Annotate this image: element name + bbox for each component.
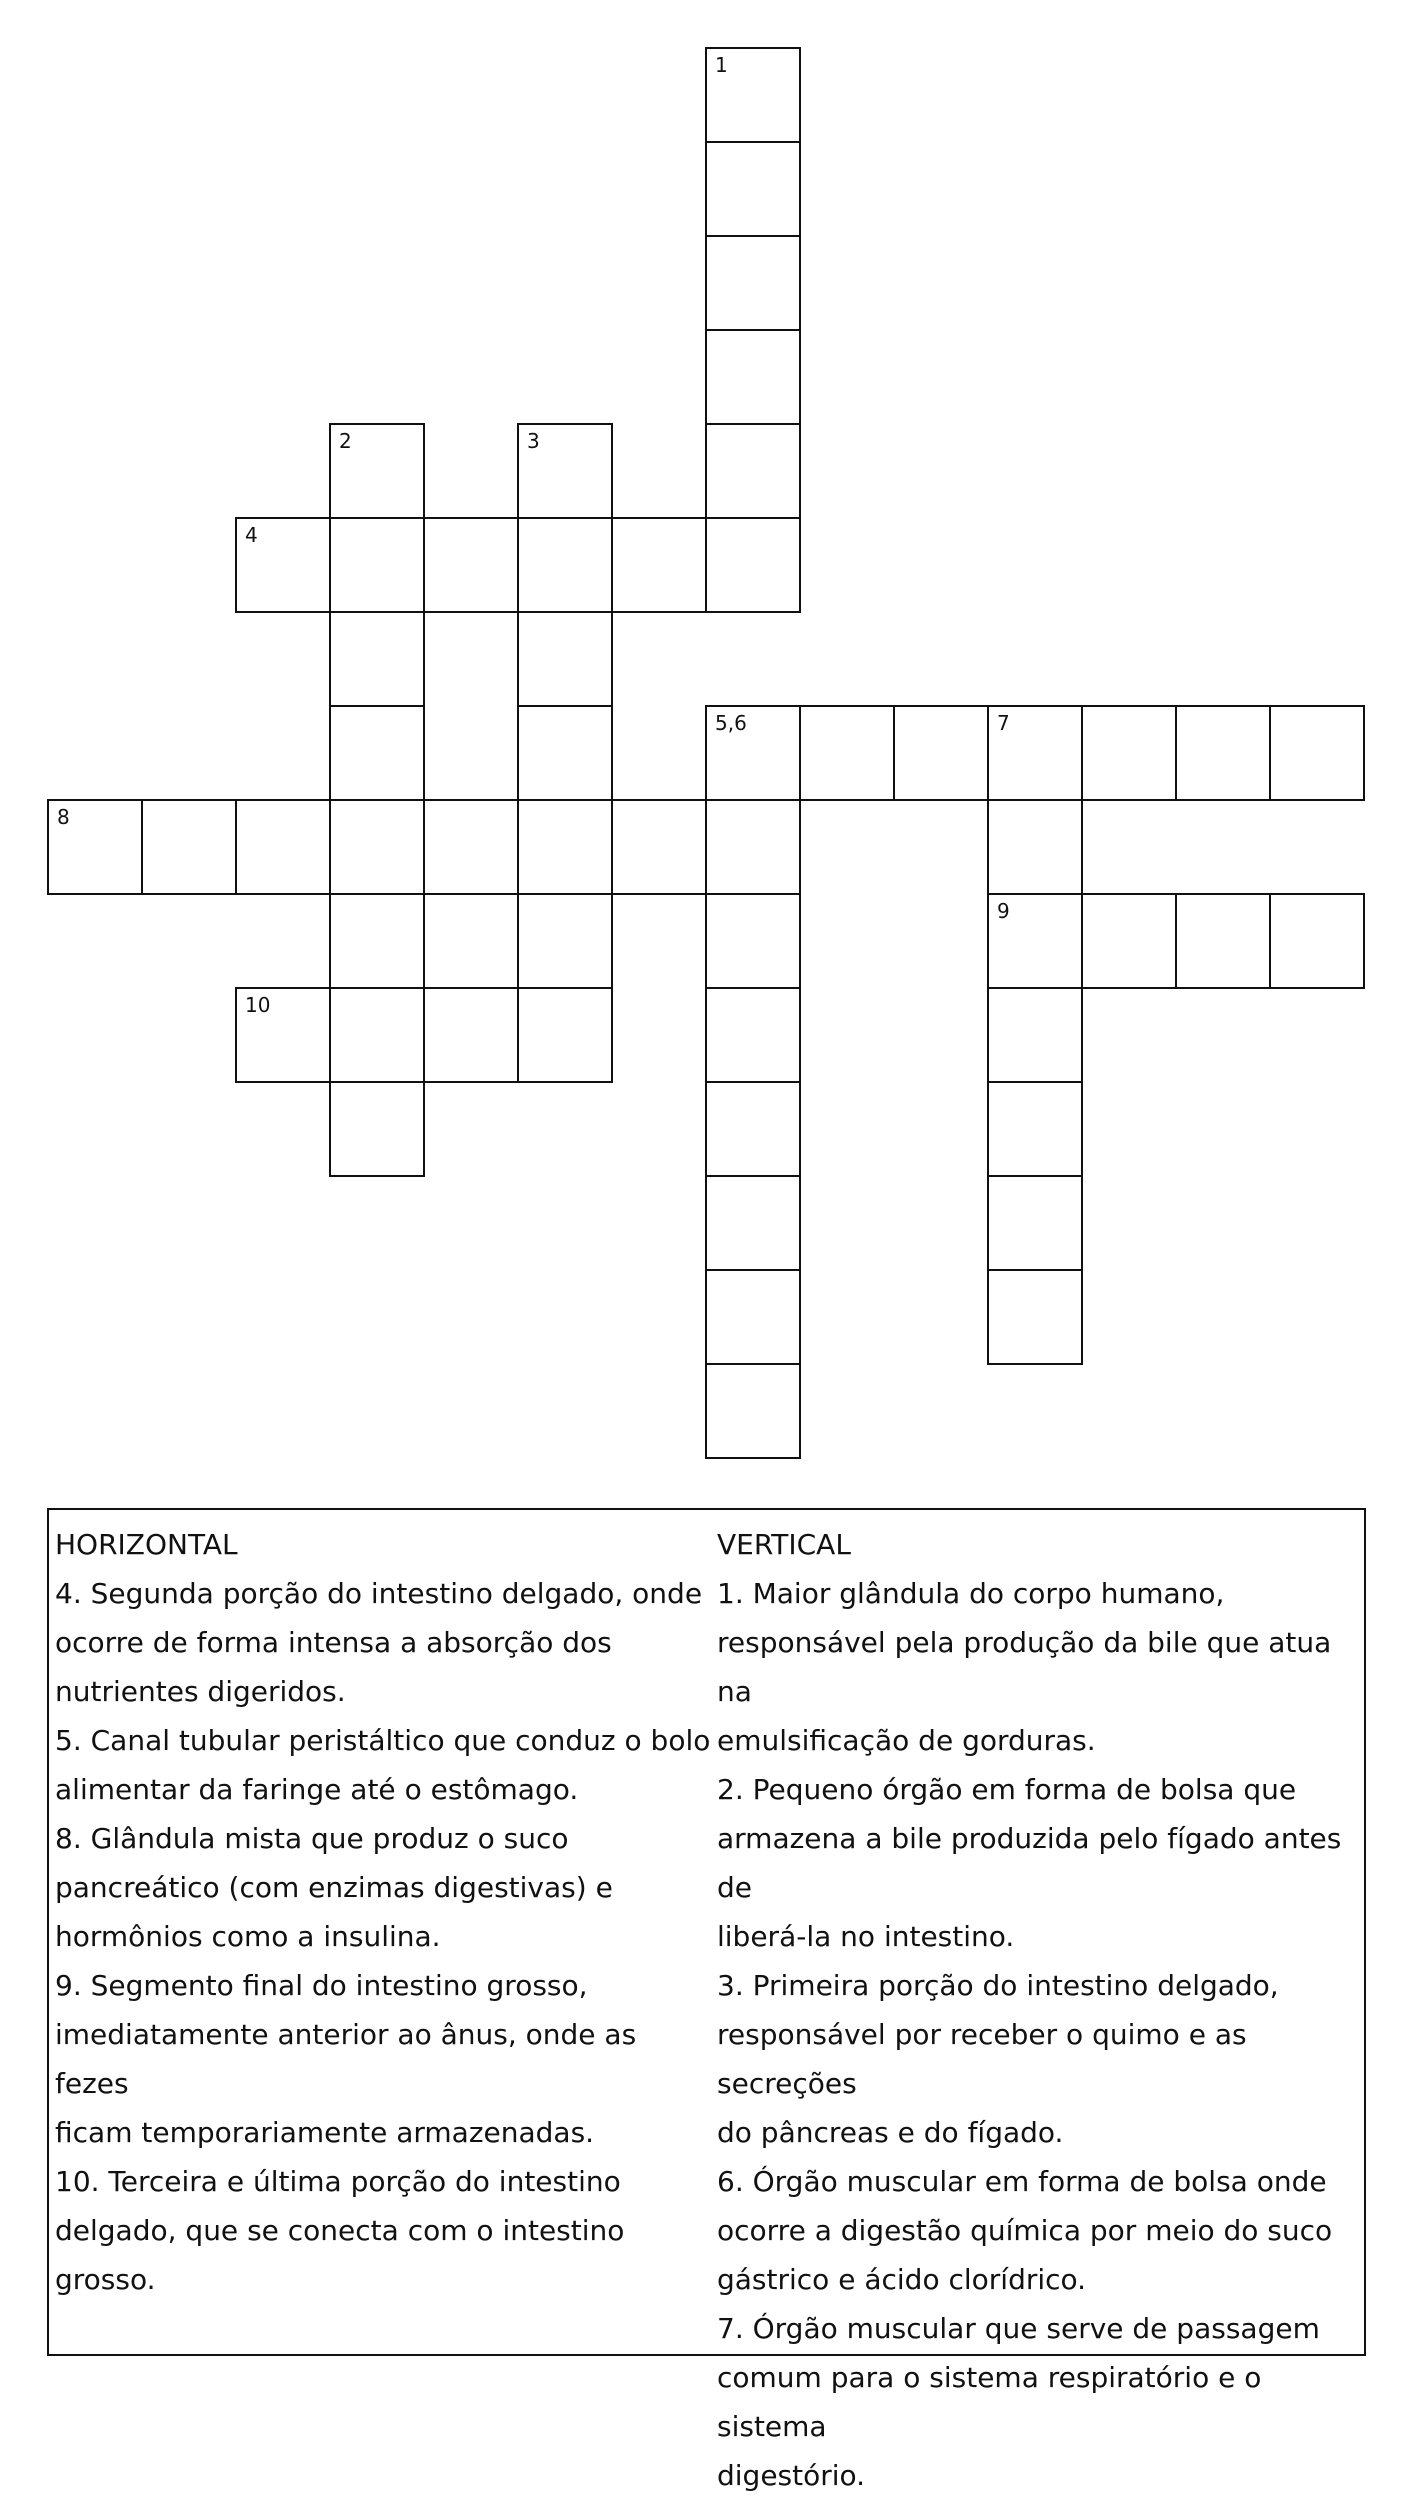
crossword-cell[interactable] [423,987,519,1083]
crossword-cell[interactable] [705,329,801,425]
clue-number: 10 [245,993,271,1017]
horizontal-clues [55,1520,715,2304]
crossword-cell[interactable] [329,987,425,1083]
crossword-cell[interactable] [611,799,707,895]
vertical-clue-line: responsável pela produção da bile que atua na [717,1626,1332,1708]
crossword-cell[interactable] [705,799,801,895]
horizontal-clue-line: 9. Segmento final do intestino grosso, [55,1969,588,2002]
crossword-cell[interactable] [705,517,801,613]
vertical-clue-line: gástrico e ácido clorídrico. [717,2263,1087,2296]
clue-number: 7 [997,711,1010,735]
crossword-cell[interactable] [517,893,613,989]
clues-box [47,1508,1366,2492]
crossword-cell[interactable] [329,799,425,895]
crossword-cell[interactable] [517,611,613,707]
crossword-cell-numbered[interactable] [517,423,613,519]
crossword-cell[interactable] [329,705,425,801]
crossword-cell[interactable] [799,705,895,801]
horizontal-clue-line: delgado, que se conecta com o intestino grosso. [55,2214,625,2296]
crossword-cell-numbered[interactable] [329,423,425,519]
clue-number: 1 [715,53,728,77]
crossword-cell[interactable] [705,1363,801,1459]
crossword-cell[interactable] [517,987,613,1083]
vertical-clue-line: ocorre a digestão química por meio do suco [717,2214,1333,2247]
vertical-title: VERTICAL [717,1528,851,1561]
crossword-cell-numbered[interactable] [235,517,331,613]
crossword-cell-numbered[interactable] [987,893,1083,989]
crossword-cell[interactable] [1081,705,1177,801]
crossword-cell[interactable] [517,705,613,801]
crossword-cell[interactable] [705,141,801,237]
horizontal-clue-line: 8. Glândula mista que produz o suco [55,1822,569,1855]
crossword-cell[interactable] [705,893,801,989]
horizontal-clue-line: 4. Segunda porção do intestino delgado, onde [55,1577,703,1610]
horizontal-clue-line: 5. Canal tubular peristáltico que conduz o bolo [55,1724,711,1757]
crossword-cell[interactable] [893,705,989,801]
crossword-cell-numbered[interactable] [235,987,331,1083]
horizontal-clue-line: ocorre de forma intensa a absorção dos [55,1626,612,1659]
horizontal-clue-line: pancreático (com enzimas digestivas) e [55,1871,613,1904]
crossword-cell[interactable] [1269,893,1365,989]
vertical-clue-line: comum para o sistema respiratório e o sistema [717,2361,1262,2443]
crossword-cell-numbered[interactable] [47,799,143,895]
crossword-cell[interactable] [987,799,1083,895]
crossword-cell[interactable] [329,893,425,989]
crossword-cell-numbered[interactable] [705,705,801,801]
crossword-cell[interactable] [1081,893,1177,989]
crossword-cell[interactable] [705,1081,801,1177]
vertical-clue-line: 7. Órgão muscular que serve de passagem [717,2312,1320,2345]
crossword-cell[interactable] [1175,705,1271,801]
vertical-clue-line: liberá-la no intestino. [717,1920,1015,1953]
crossword-cell[interactable] [987,1081,1083,1177]
clue-number: 8 [57,805,70,829]
crossword-cell-numbered[interactable] [987,705,1083,801]
clue-number: 2 [339,429,352,453]
vertical-clue-line: 1. Maior glândula do corpo humano, [717,1577,1225,1610]
crossword-cell[interactable] [705,987,801,1083]
crossword-cell[interactable] [329,517,425,613]
crossword-cell[interactable] [329,611,425,707]
vertical-clue-line: responsável por receber o quimo e as secreções [717,2018,1247,2100]
crossword-cell[interactable] [705,423,801,519]
crossword-cell[interactable] [423,893,519,989]
vertical-clue-line: 6. Órgão muscular em forma de bolsa onde [717,2165,1327,2198]
vertical-clue-line: do pâncreas e do fígado. [717,2116,1064,2149]
vertical-clues [717,1520,1357,2500]
horizontal-clue-line: nutrientes digeridos. [55,1675,346,1708]
vertical-clue-line: digestório. [717,2459,866,2492]
crossword-cell[interactable] [235,799,331,895]
horizontal-title: HORIZONTAL [55,1528,238,1561]
crossword-cell[interactable] [141,799,237,895]
horizontal-clue-line: imediatamente anterior ao ânus, onde as fezes [55,2018,637,2100]
crossword-cell[interactable] [611,517,707,613]
vertical-clue-line: armazena a bile produzida pelo fígado antes de [717,1822,1342,1904]
crossword-cell[interactable] [705,1175,801,1271]
horizontal-clue-line: alimentar da faringe até o estômago. [55,1773,579,1806]
crossword-cell[interactable] [517,517,613,613]
crossword-cell[interactable] [705,1269,801,1365]
crossword-cell[interactable] [987,1175,1083,1271]
crossword-cell[interactable] [517,799,613,895]
clue-number: 4 [245,523,258,547]
crossword-cell[interactable] [423,517,519,613]
crossword-cell[interactable] [705,235,801,331]
crossword-cell[interactable] [987,1269,1083,1365]
vertical-clue-line: emulsificação de gorduras. [717,1724,1096,1757]
horizontal-clue-line: hormônios como a insulina. [55,1920,441,1953]
crossword-cell-numbered[interactable] [705,47,801,143]
horizontal-clue-line: ficam temporariamente armazenadas. [55,2116,595,2149]
vertical-clue-line: 2. Pequeno órgão em forma de bolsa que [717,1773,1297,1806]
clue-number: 3 [527,429,540,453]
vertical-clue-line: 3. Primeira porção do intestino delgado, [717,1969,1279,2002]
crossword-cell[interactable] [329,1081,425,1177]
crossword-cell[interactable] [987,987,1083,1083]
crossword-cell[interactable] [423,799,519,895]
crossword-cell[interactable] [1269,705,1365,801]
horizontal-clue-line: 10. Terceira e última porção do intestino [55,2165,621,2198]
clue-number: 9 [997,899,1010,923]
crossword-cell[interactable] [1175,893,1271,989]
clue-number: 5,6 [715,711,747,735]
